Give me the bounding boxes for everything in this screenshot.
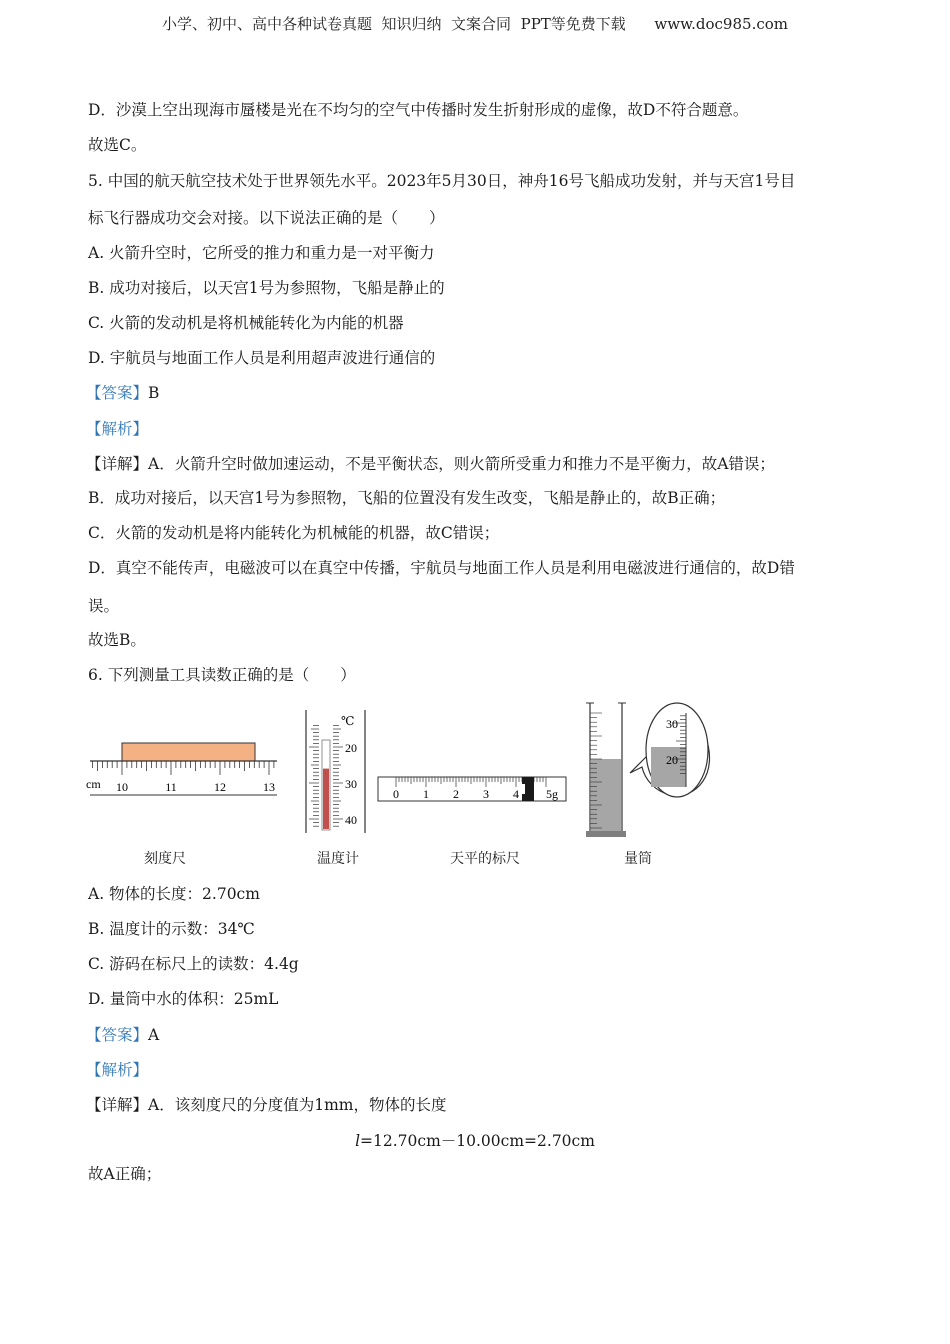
q5-stem-line2: 标飞行器成功交会对接。以下说法正确的是（ ） (88, 209, 445, 227)
q5-detail-d-line1: D．真空不能传声，电磁波可以在真空中传播，宇航员与地面工作人员是利用电磁波进行通信的，故D错 (88, 559, 795, 577)
q5-option-d: D. 宇航员与地面工作人员是利用超声波进行通信的 (88, 349, 436, 367)
thermometer-unit: ℃ (341, 714, 355, 728)
beam-tick-label-5g: 5g (546, 787, 558, 801)
ruler-tick-label-10: 10 (116, 780, 128, 794)
thermometer-tick-label-40: 40 (345, 813, 357, 827)
thermometer-tick-label-20: 20 (345, 741, 357, 755)
ruler-tick-label-11: 11 (165, 780, 177, 794)
ruler-figure (86, 743, 277, 795)
caption-thermometer: 温度计 (317, 851, 359, 867)
thermometer-tick-label-30: 30 (345, 777, 357, 791)
q5-option-a: A. 火箭升空时，它所受的推力和重力是一对平衡力 (88, 244, 435, 262)
magnifier-tick-label-30: 30 (666, 717, 678, 731)
q5-conclusion: 故选B。 (88, 631, 146, 649)
q5-option-c: C. 火箭的发动机是将机械能转化为内能的机器 (88, 314, 404, 332)
q6-conclusion: 故A正确； (88, 1165, 162, 1183)
q6-analysis-tag: 【解析】 (86, 1061, 149, 1079)
answer-tag: 【答案】 (86, 384, 149, 402)
q6-formula: l=12.70cm－10.00cm=2.70cm (355, 1132, 595, 1150)
q6-option-b: B. 温度计的示数：34℃ (88, 920, 255, 938)
cylinder-base (586, 831, 626, 837)
q6-option-c: C. 游码在标尺上的读数：4.4g (88, 955, 299, 973)
prev-conclusion: 故选C。 (88, 136, 147, 154)
ruler-tick-label-12: 12 (214, 780, 226, 794)
q6-detail-a: 【详解】A．该刻度尺的分度值为1mm，物体的长度 (86, 1096, 447, 1114)
beam-tick-label-0: 0 (393, 787, 399, 801)
q6-figure (80, 695, 720, 845)
ruler-object-block (122, 743, 255, 761)
caption-balance: 天平的标尺 (450, 851, 520, 867)
balance-beam-figure (378, 777, 566, 801)
beam-tick-label-4: 4 (513, 787, 519, 801)
balance-rider-window (519, 784, 525, 794)
caption-cylinder: 量筒 (624, 851, 652, 867)
page-header: 小学、初中、高中各种试卷真题 知识归纳 文案合同 PPT等免费下载 www.doc985.com (161, 15, 788, 33)
q6-stem: 6. 下列测量工具读数正确的是（ ） (88, 666, 356, 684)
q5-stem-line1: 5. 中国的航天航空技术处于世界领先水平。2023年5月30日，神舟16号飞船成功发射，并与天宫1号目 (88, 172, 796, 190)
option-d-prev: D．沙漠上空出现海市蜃楼是光在不均匀的空气中传播时发生折射形成的虚像，故D不符合题意。 (88, 101, 749, 119)
beam-tick-label-2: 2 (453, 787, 459, 801)
thermometer-liquid (323, 769, 329, 829)
q5-detail-b: B．成功对接后，以天宫1号为参照物，飞船的位置没有发生改变，飞船是静止的，故B正确； (88, 489, 726, 507)
cylinder-figure (586, 703, 710, 837)
q6-answer: 【答案】A (86, 1026, 160, 1044)
answer-value: B (148, 384, 160, 402)
ruler-unit: cm (86, 777, 101, 791)
thermometer-figure (306, 710, 365, 833)
magnifier-tick-label-20: 20 (666, 753, 678, 767)
q5-detail-d-line2: 误。 (88, 597, 120, 615)
q5-detail-c: C．火箭的发动机是将内能转化为机械能的机器，故C错误； (88, 524, 500, 542)
q5-detail-a: 【详解】A．火箭升空时做加速运动，不是平衡状态，则火箭所受重力和推力不是平衡力，故A错误； (86, 455, 775, 473)
ruler-tick-label-13: 13 (263, 780, 275, 794)
q6-option-d: D. 量筒中水的体积：25mL (88, 990, 279, 1008)
ruler-ticks (93, 761, 274, 775)
q5-analysis-tag: 【解析】 (86, 420, 149, 438)
q5-option-b: B. 成功对接后，以天宫1号为参照物，飞船是静止的 (88, 279, 445, 297)
caption-ruler: 刻度尺 (144, 851, 186, 867)
beam-tick-label-1: 1 (423, 787, 429, 801)
balance-beam-body (378, 777, 566, 801)
q5-answer (86, 383, 159, 403)
q6-option-a: A. 物体的长度：2.70cm (88, 885, 260, 903)
beam-tick-label-3: 3 (483, 787, 489, 801)
